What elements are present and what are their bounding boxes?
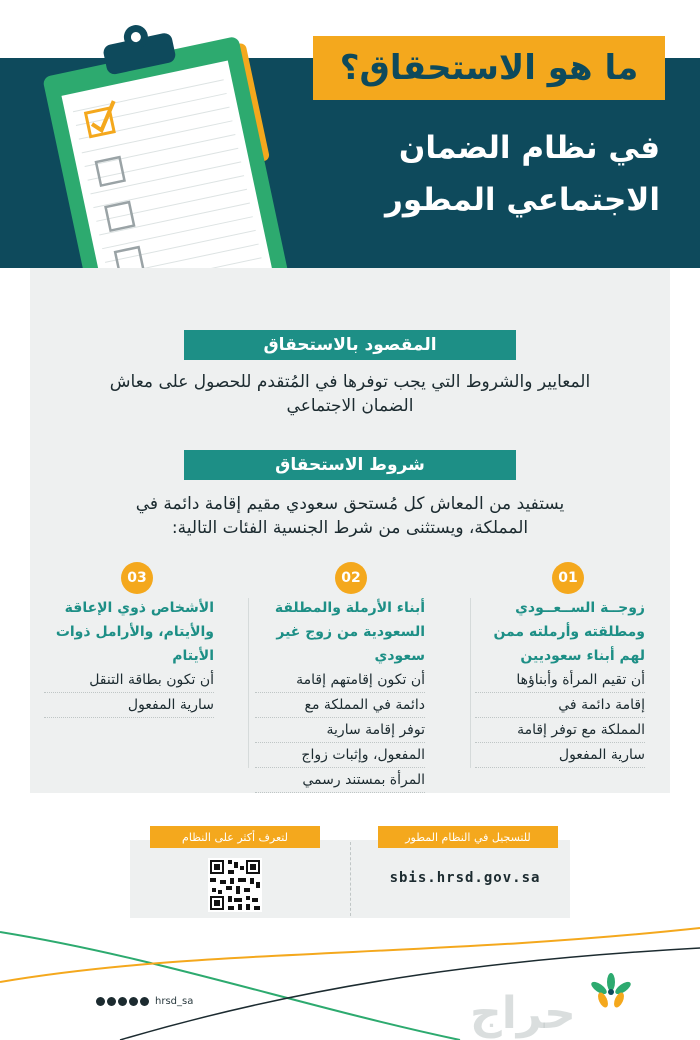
category-title-line: الأيتام [172,648,214,664]
qr-code-icon[interactable] [208,858,262,912]
category-title-line: السعودية من زوج غير [276,624,425,640]
category-number-badge: 02 [335,562,367,594]
category-title-line: أبناء الأرملة والمطلقة [274,600,425,616]
category-title-line: الأشخاص ذوي الإعاقة [64,600,214,616]
category-detail-line: إقامة دائمة في [475,693,645,718]
social-handle-text: hrsd_sa [155,996,194,1007]
subtitle [330,122,660,226]
category-title-line: ومطلقته وأرملته ممن [493,624,645,640]
category-column-1 [475,596,645,768]
definition-line-1: المعايير والشروط التي يجب توفرها في المُتقدم للحصول على معاش [109,372,591,392]
registration-url-link[interactable]: sbis.hrsd.gov.sa [389,870,541,886]
social-media-handle [96,996,193,1007]
category-detail-line: المرأة بمستند رسمي [255,768,425,793]
category-title-line: سعودي [374,648,425,664]
learn-more-label: لتعرف أكثر على النظام [150,826,320,848]
category-detail-line: سارية المفعول [475,743,645,768]
conditions-heading: شروط الاستحقاق [184,450,516,480]
category-number-badge: 01 [552,562,584,594]
category-detail-line: أن تقيم المرأة وأبناؤها [475,668,645,693]
register-label: للتسجيل في النظام المطور [378,826,558,848]
instagram-icon [107,997,116,1006]
conditions-text [60,492,640,540]
facebook-icon [118,997,127,1006]
youtube-icon [129,997,138,1006]
category-detail-line: المملكة مع توفر إقامة [475,718,645,743]
category-title-line: لهم أبناء سعوديين [520,648,645,664]
category-detail-line: توفر إقامة سارية [255,718,425,743]
definition-heading: المقصود بالاستحقاق [184,330,516,360]
watermark: حراج [470,988,576,1039]
linkedin-icon [140,997,149,1006]
twitter-icon [96,997,105,1006]
category-detail-line: دائمة في المملكة مع [255,693,425,718]
definition-line-2: الضمان الاجتماعي [286,396,414,416]
conditions-line-2: المملكة، ويستثنى من شرط الجنسية الفئات التالية: [171,518,529,538]
category-title-line: زوجــة الســعــودي [515,600,645,616]
main-title: ما هو الاستحقاق؟ [339,48,639,88]
subtitle-line-2: الاجتماعي المطور [385,182,660,218]
category-column-3 [44,596,214,718]
definition-text [60,370,640,418]
main-title-box [313,36,665,100]
category-title-line: والأيتام، والأرامل ذوات [55,624,214,640]
category-number-badge: 03 [121,562,153,594]
subtitle-line-1: في نظام الضمان [398,130,660,166]
category-detail-line: المفعول، وإثبات زواج [255,743,425,768]
column-divider [470,598,471,768]
card-divider [350,842,351,916]
conditions-line-1: يستفيد من المعاش كل مُستحق سعودي مقيم إقامة دائمة في [135,494,565,514]
ministry-logo-icon [588,972,634,1012]
category-detail-line: أن تكون بطاقة التنقل [44,668,214,693]
category-detail-line: أن تكون إقامتهم إقامة [255,668,425,693]
category-column-2 [255,596,425,793]
category-detail-line: سارية المفعول [44,693,214,718]
column-divider [248,598,249,768]
